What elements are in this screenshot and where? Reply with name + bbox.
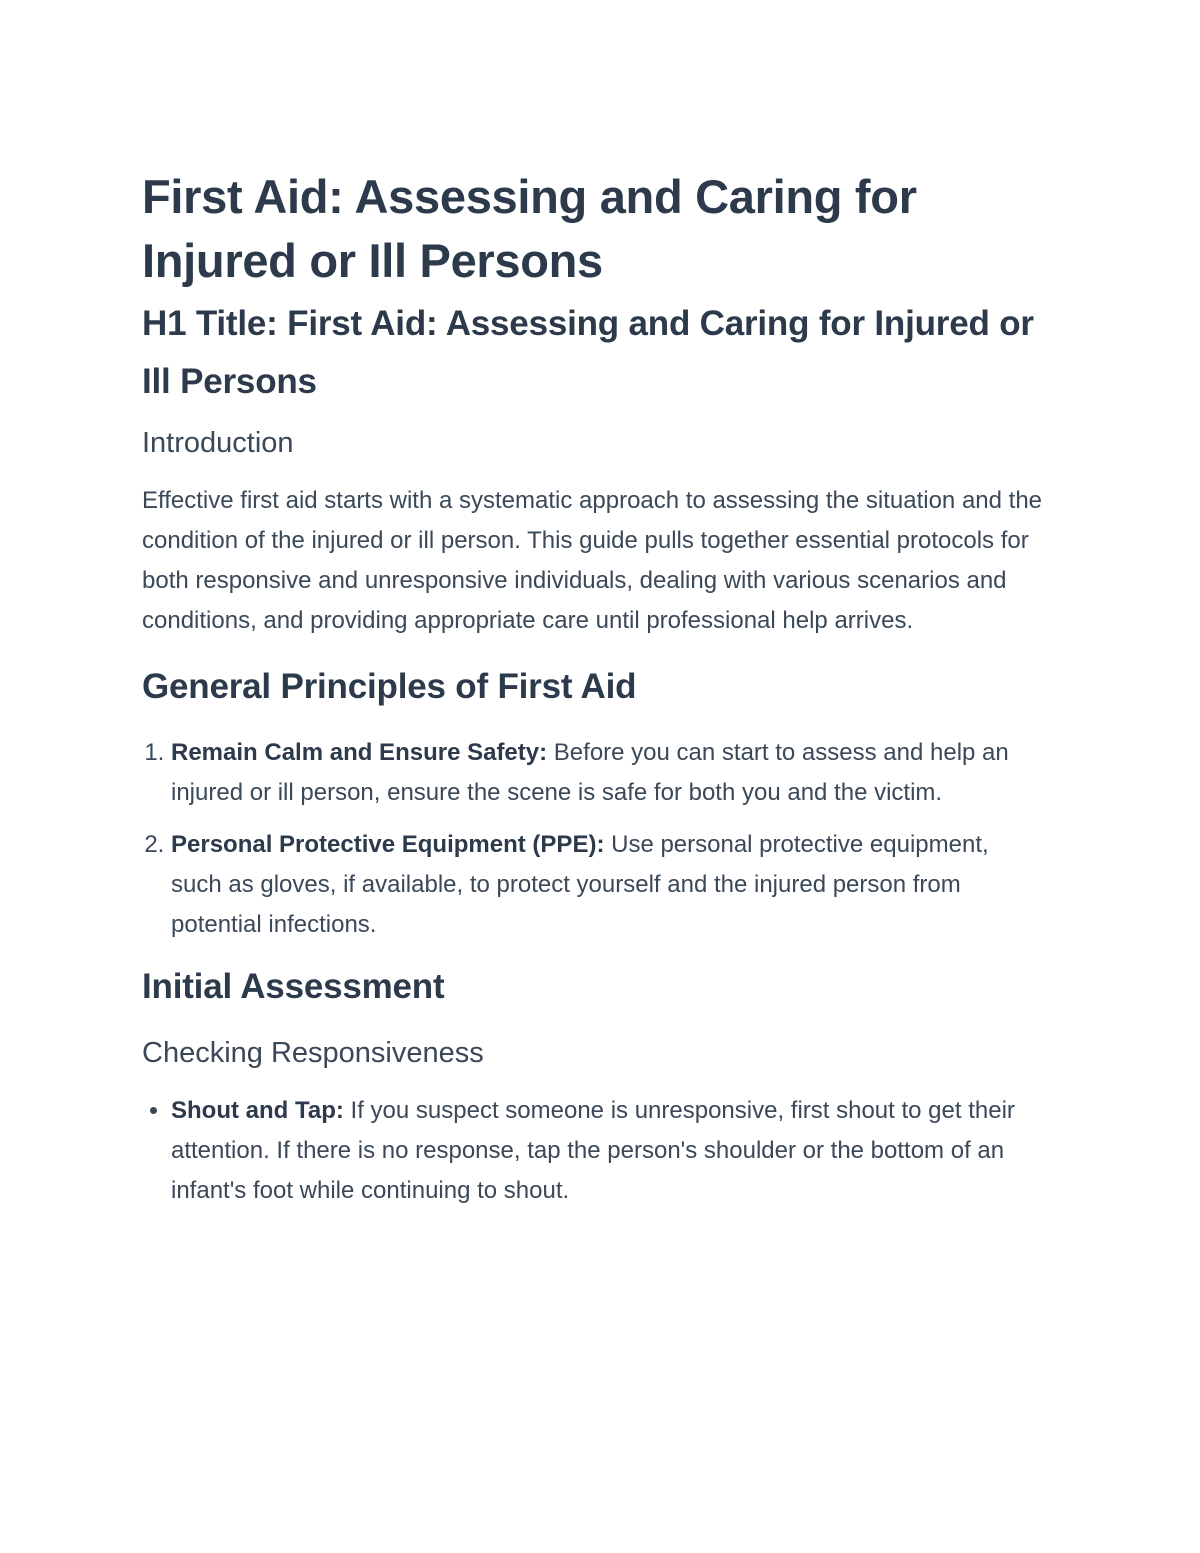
list-item xyxy=(171,733,1042,813)
h1-title-heading: H1 Title: First Aid: Assessing and Caring for Injured or Ill Persons xyxy=(142,304,1034,401)
list-item-text: Use personal protective equipment, such as gloves, if available, to protect yourself and the injured person from potential infections. xyxy=(171,831,989,938)
initial-assessment-heading: Initial Assessment xyxy=(142,967,445,1006)
document-title: First Aid: Assessing and Caring for Injured or Ill Persons xyxy=(142,170,917,287)
list-item-term: Personal Protective Equipment (PPE): xyxy=(171,831,605,858)
list-item-term: Shout and Tap: xyxy=(171,1097,344,1124)
list-item-text: Before you can start to assess and help an injured or ill person, ensure the scene is safe for both you and the victim. xyxy=(171,739,1009,806)
general-principles-heading: General Principles of First Aid xyxy=(142,667,637,706)
document-page xyxy=(142,165,1042,1223)
general-principles-list xyxy=(142,733,1042,945)
responsiveness-list xyxy=(142,1091,1042,1211)
list-item xyxy=(171,1091,1042,1211)
list-item-text: If you suspect someone is unresponsive, first shout to get their attention. If there is no response, tap the person's shoulder or the bottom of an infant's foot while continuing to shout. xyxy=(171,1097,1015,1204)
checking-responsiveness-heading: Checking Responsiveness xyxy=(142,1037,484,1069)
introduction-heading: Introduction xyxy=(142,427,294,459)
introduction-paragraph: Effective first aid starts with a systematic approach to assessing the situation and the condition of the injured or ill person. This guide pulls together essential protocols for both responsive and unresponsive individuals, dealing with various scenarios and conditions, and providing appropriate care until professional help arrives. xyxy=(142,487,1043,634)
list-item xyxy=(171,825,1042,945)
list-item-term: Remain Calm and Ensure Safety: xyxy=(171,739,548,766)
